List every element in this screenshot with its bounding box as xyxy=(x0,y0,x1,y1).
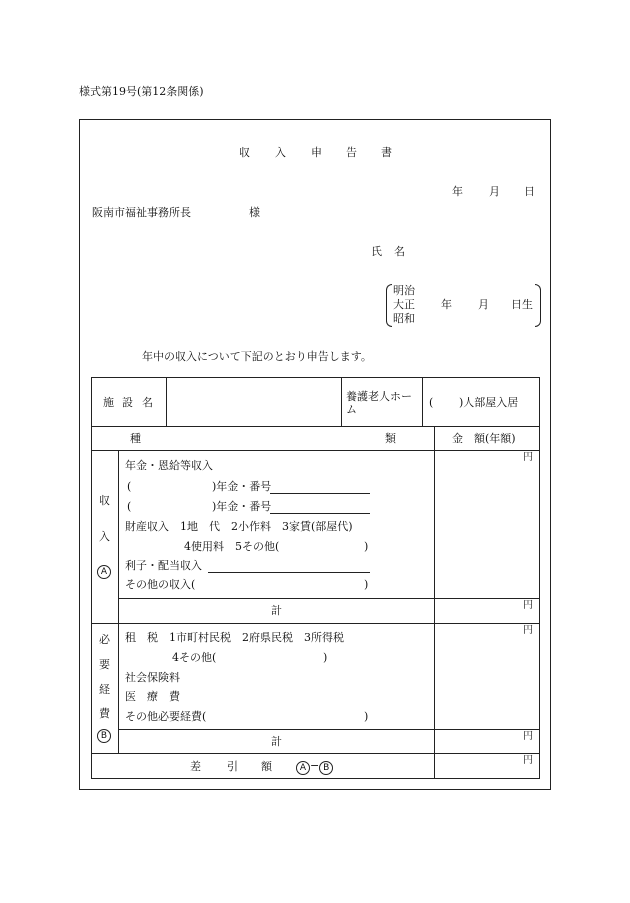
col-line-facility-name xyxy=(341,377,342,426)
interest-income: 利子・配当収入 xyxy=(125,559,202,572)
expense-subtotal-label: 計 xyxy=(271,735,282,748)
row-line-expense-total xyxy=(118,729,540,730)
header-kind-right: 類 xyxy=(385,432,396,445)
expense-side-char-4: 費 xyxy=(99,707,110,720)
social-insurance: 社会保険料 xyxy=(125,671,180,684)
row-line-income-total xyxy=(118,598,540,599)
admission-open: ( xyxy=(429,396,434,409)
title-char-5: 書 xyxy=(381,146,392,159)
income-side-char-1: 収 xyxy=(99,494,110,507)
difference-char-1: 差 xyxy=(190,760,201,773)
tax-expense: 租 税 1市町村民税 2府県民税 3所得税 xyxy=(125,631,344,644)
form-number: 様式第19号(第12条関係) xyxy=(79,85,204,98)
other-expense: その他必要経費( xyxy=(125,710,207,723)
yen-expenses: 円 xyxy=(523,625,533,636)
yen-difference: 円 xyxy=(523,755,533,766)
row-line-income-end xyxy=(91,623,540,624)
other-income-close: ) xyxy=(364,578,369,591)
pension-row-2-open: ( xyxy=(127,500,132,513)
other-income: その他の収入( xyxy=(125,578,196,591)
yen-income: 円 xyxy=(523,452,533,463)
col-line-facility-label xyxy=(166,377,167,426)
name-label-1: 氏 xyxy=(371,245,382,258)
expense-side-char-2: 要 xyxy=(99,658,110,671)
property-income: 財産収入 1地 代 2小作料 3家賃(部屋代) xyxy=(125,520,353,533)
interest-income-line[interactable] xyxy=(208,572,370,573)
col-line-facility-type xyxy=(422,377,423,426)
admission-room-label: )人部屋入居 xyxy=(459,396,519,409)
pension-row-2-line[interactable] xyxy=(270,513,370,514)
addressee-honorific: 様 xyxy=(249,206,260,219)
tax-expense-2-close: ) xyxy=(323,651,328,664)
title-char-4: 告 xyxy=(346,146,357,159)
expense-side-char-3: 経 xyxy=(99,683,110,696)
facility-label-1: 施 xyxy=(103,396,114,409)
facility-label-2: 設 xyxy=(122,396,133,409)
birth-day-label: 日生 xyxy=(511,298,533,311)
name-label-2: 名 xyxy=(394,245,405,258)
header-kind-left: 種 xyxy=(130,432,141,445)
title-char-1: 収 xyxy=(239,146,250,159)
col-line-amount xyxy=(434,426,435,779)
property-income-2-close: ) xyxy=(364,540,369,553)
birth-bracket-left xyxy=(386,284,392,327)
expense-side-char-1: 必 xyxy=(99,633,110,646)
other-expense-close: ) xyxy=(364,710,369,723)
era-showa: 昭和 xyxy=(393,312,415,325)
declaration-text: 年中の収入について下記のとおり申告します。 xyxy=(142,350,372,363)
difference-mark-b: B xyxy=(319,761,333,775)
header-amount: 金 額(年額) xyxy=(452,432,516,445)
era-taisho: 大正 xyxy=(393,298,415,311)
birth-bracket-right xyxy=(535,284,541,327)
medical-expense: 医 療 費 xyxy=(125,690,180,703)
difference-char-3: 額 xyxy=(261,760,272,773)
difference-dash: − xyxy=(310,759,320,772)
income-subtotal-label: 計 xyxy=(271,604,282,617)
date-month-label: 月 xyxy=(489,185,500,198)
pension-row-1-label: )年金・番号 xyxy=(212,480,272,493)
difference-mark-a: A xyxy=(296,761,310,775)
addressee-office: 阪南市福祉事務所長 xyxy=(92,206,191,219)
pension-row-1-open: ( xyxy=(127,480,132,493)
date-year-label: 年 xyxy=(452,185,463,198)
row-line-expense-end xyxy=(91,753,540,754)
tax-expense-2: 4その他( xyxy=(172,651,217,664)
difference-char-2: 引 xyxy=(227,760,238,773)
income-side-char-2: 入 xyxy=(99,530,110,543)
date-day-label: 日 xyxy=(524,185,535,198)
era-meiji: 明治 xyxy=(393,284,415,297)
yen-expenses-total: 円 xyxy=(523,731,533,742)
facility-label-3: 名 xyxy=(142,396,153,409)
row-line-header xyxy=(91,450,540,451)
pension-row-1-line[interactable] xyxy=(270,493,370,494)
income-mark-a: A xyxy=(97,565,111,579)
birth-year-label: 年 xyxy=(441,298,452,311)
facility-type: 養護老人ホーム xyxy=(346,390,412,416)
yen-income-total: 円 xyxy=(523,600,533,611)
row-line-facility xyxy=(91,426,540,427)
col-line-side xyxy=(118,450,119,753)
title-char-3: 申 xyxy=(311,146,322,159)
property-income-2: 4使用料 5その他( xyxy=(184,540,280,553)
title-char-2: 入 xyxy=(275,146,286,159)
pension-row-2-label: )年金・番号 xyxy=(212,500,272,513)
difference-formula xyxy=(296,760,333,775)
pension-income: 年金・恩給等収入 xyxy=(125,459,213,472)
expense-mark-b: B xyxy=(97,729,111,743)
birth-month-label: 月 xyxy=(478,298,489,311)
